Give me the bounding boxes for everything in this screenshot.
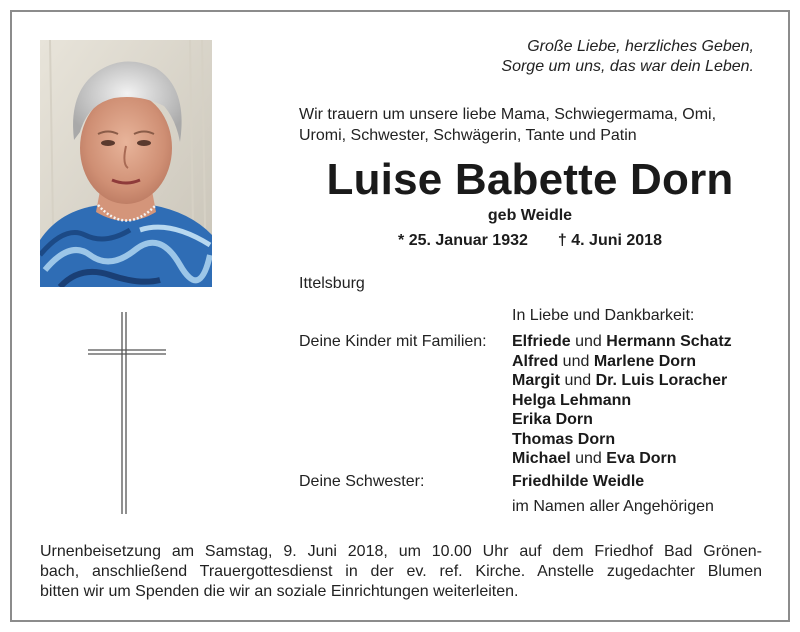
funeral-line-1: Urnenbeisetzung am Samstag, 9. Juni 2018, um 10.00 Uhr auf dem Friedhof Bad Grönen- — [40, 543, 762, 560]
children-list — [512, 332, 732, 469]
sister-name: Friedhilde Weidle — [512, 473, 645, 490]
funeral-notice — [40, 542, 762, 602]
birth-date: * 25. Januar 1932 — [398, 232, 528, 249]
funeral-line-2: bach, anschließend Trauergottesdienst in der ev. ref. Kirche. Anstelle zugedachter Blumen — [40, 563, 762, 580]
list-item: Margit und Dr. Luis Loracher — [512, 372, 728, 389]
memorial-quote — [501, 37, 754, 77]
list-item: Michael und Eva Dorn — [512, 450, 677, 467]
mourning-intro — [299, 104, 769, 146]
quote-line-1: Große Liebe, herzliches Geben, — [527, 38, 754, 55]
list-item: Thomas Dorn — [512, 430, 616, 448]
portrait-photo — [40, 40, 212, 287]
list-item: Alfred und Marlene Dorn — [512, 352, 697, 370]
intro-line-1: Wir trauern um unsere liebe Mama, Schwiegermama, Omi, — [299, 106, 717, 123]
list-item: Helga Lehmann — [512, 391, 632, 409]
death-date: † 4. Juni 2018 — [557, 232, 662, 249]
life-dates — [270, 231, 790, 251]
quote-line-2: Sorge um uns, das war dein Leben. — [501, 58, 754, 75]
cross-icon — [86, 310, 168, 516]
thanks-line: In Liebe und Dankbarkeit: — [512, 307, 695, 324]
place-of-residence: Ittelsburg — [299, 275, 365, 292]
list-item: Elfriede und Hermann Schatz — [512, 333, 732, 350]
children-label: Deine Kinder mit Familien: — [299, 333, 487, 350]
portrait-illustration — [40, 40, 212, 287]
funeral-line-3: bitten wir um Spenden die wir an soziale Einrichtungen weiterleiten. — [40, 583, 519, 600]
deceased-name: Luise Babette Dorn — [326, 155, 734, 204]
sister-label: Deine Schwester: — [299, 473, 425, 490]
intro-line-2: Uromi, Schwester, Schwägerin, Tante und Patin — [299, 127, 637, 144]
list-item: Erika Dorn — [512, 411, 593, 428]
birth-name: geb Weidle — [487, 207, 573, 224]
closing-line: im Namen aller Angehörigen — [512, 498, 714, 515]
